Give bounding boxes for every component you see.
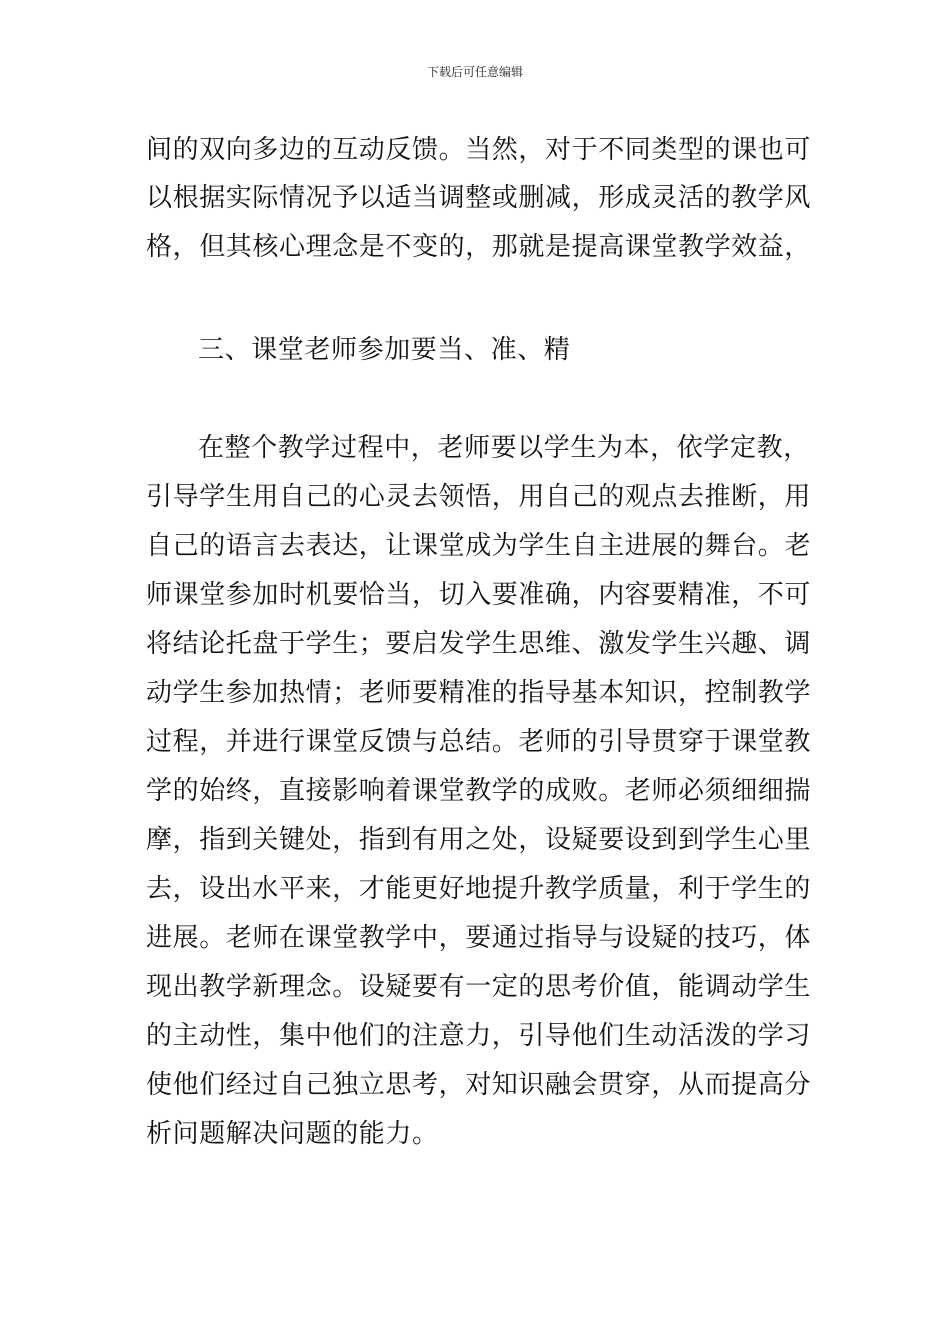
paragraph-line: 析问题解决问题的能力。 xyxy=(146,1119,439,1149)
paragraph-line: 引导学生用自己的心灵去领悟，用自己的观点去推断，用 xyxy=(146,482,812,512)
paragraph-line: 摩，指到关键处，指到有用之处，设疑要设到到学生心里 xyxy=(146,825,812,855)
paragraph-line: 间的双向多边的互动反馈。当然，对于不同类型的课也可 xyxy=(146,135,812,165)
page-header: 下载后可任意编辑 xyxy=(426,65,523,79)
paragraph-line: 以根据实际情况予以适当调整或删减，形成灵活的教学风 xyxy=(146,183,812,213)
section-heading: 三、课堂老师参加要当、准、精 xyxy=(198,335,571,365)
paragraph-line: 动学生参加热情；老师要精准的指导基本知识，控制教学 xyxy=(146,678,812,708)
paragraph-line: 过程，并进行课堂反馈与总结。老师的引导贯穿于课堂教 xyxy=(146,727,812,757)
paragraph-line: 自己的语言去表达，让课堂成为学生自主进展的舞台。老 xyxy=(146,531,812,561)
paragraph-line: 师课堂参加时机要恰当，切入要准确，内容要精准，不可 xyxy=(146,580,812,610)
paragraph-line: 格，但其核心理念是不变的，那就是提高课堂教学效益， xyxy=(146,232,812,262)
paragraph-line: 现出教学新理念。设疑要有一定的思考价值，能调动学生 xyxy=(146,972,812,1002)
paragraph-line: 去，设出水平来，才能更好地提升教学质量，利于学生的 xyxy=(146,874,812,904)
paragraph-line: 将结论托盘于学生；要启发学生思维、激发学生兴趣、调 xyxy=(146,629,812,659)
paragraph-line: 在整个教学过程中，老师要以学生为本，依学定教， xyxy=(198,433,810,463)
paragraph-line: 的主动性，集中他们的注意力，引导他们生动活泼的学习 xyxy=(146,1021,812,1051)
paragraph-line: 使他们经过自己独立思考，对知识融会贯穿，从而提高分 xyxy=(146,1070,812,1100)
paragraph-line: 学的始终，直接影响着课堂教学的成败。老师必须细细揣 xyxy=(146,776,812,806)
paragraph-line: 进展。老师在课堂教学中，要通过指导与设疑的技巧，体 xyxy=(146,923,812,953)
